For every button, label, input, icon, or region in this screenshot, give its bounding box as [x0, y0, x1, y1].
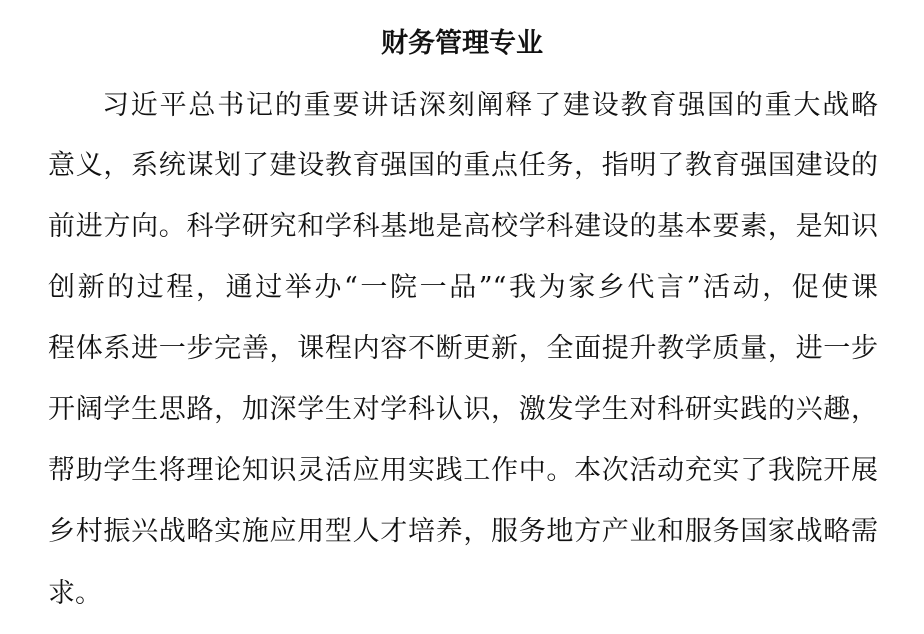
paragraph-line-6: 开阔学生思路，加深学生对学科认识，激发学生对科研实践的兴趣，: [48, 394, 878, 425]
document-title: 财务管理专业: [381, 28, 543, 59]
paragraph-line-8: 乡村振兴战略实施应用型人才培养，服务地方产业和服务国家战略需: [48, 516, 878, 547]
paragraph-line-9: 求。: [48, 578, 102, 609]
paragraph-line-4: 创新的过程，通过举办“一院一品”“我为家乡代言”活动，促使课: [48, 272, 878, 303]
paragraph-line-7: 帮助学生将理论知识灵活应用实践工作中。本次活动充实了我院开展: [48, 455, 878, 486]
paragraph-line-2: 意义，系统谋划了建设教育强国的重点任务，指明了教育强国建设的: [48, 150, 878, 181]
paragraph-line-3: 前进方向。科学研究和学科基地是高校学科建设的基本要素，是知识: [48, 211, 878, 242]
paragraph-line-5: 程体系进一步完善，课程内容不断更新，全面提升教学质量，进一步: [48, 333, 878, 364]
paragraph-line-1: 习近平总书记的重要讲话深刻阐释了建设教育强国的重大战略: [102, 90, 878, 121]
